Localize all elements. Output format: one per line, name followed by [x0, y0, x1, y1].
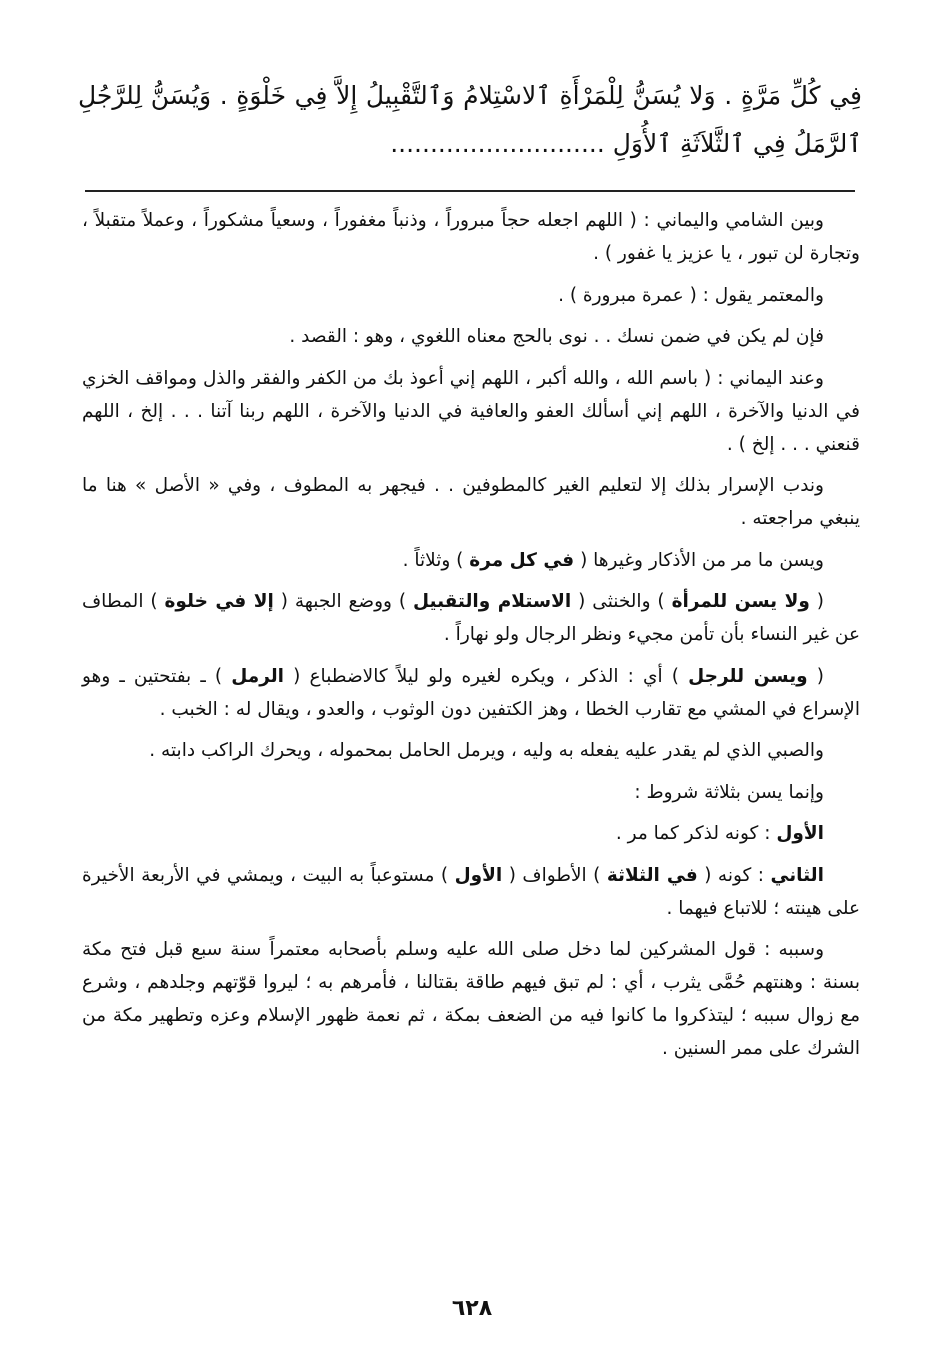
commentary-paragraph: [82, 585, 860, 651]
text-run: ) وثلاثاً .: [402, 549, 464, 571]
commentary-paragraph: [82, 544, 860, 577]
matn-block: [78, 72, 862, 168]
commentary-paragraph: وسببه : قول المشركين لما دخل صلى الله عليه وسلم بأصحابه معتمراً سنة سبع قبل فتح مكة بسنة : وهنتهم حُمَّى يثرب ، أي : لم تبق فيهم طاقة بقتالنا ، فأمرهم به ؛ ليروا قوّتهم وجلدهم ، وشرع مع زوال سببه ؛ ليتذكروا ما كانوا فيه من الضعف بمكة ، ثم نعمة ظهور الإسلام وعزه وتطهير مكة من الشرك على ممر السنين .: [82, 939, 860, 1059]
condition-label: الأول: [776, 823, 824, 844]
commentary-paragraph: والمعتمر يقول : ( عمرة مبرورة ) .: [558, 284, 824, 306]
commentary-paragraph: وندب الإسرار بذلك إلا لتعليم الغير كالمطوفين . . فيجهر به المطوف ، وفي « الأصل » هنا ما ينبغي مراجعته .: [82, 475, 860, 529]
commentary-paragraph: وإنما يسن بثلاثة شروط :: [634, 781, 824, 803]
quoted-matn: الاستلام والتقبيل: [413, 591, 572, 612]
text-run: ) أي : الذكر ، ويكره لغيره ولو ليلاً كالاضطباع (: [293, 665, 680, 687]
matn-line-2: ٱلرَّمَلُ فِي ٱلثَّلاَثَةِ ٱلأُوَلِ: [612, 129, 862, 158]
text-run: (: [816, 665, 824, 687]
text-run: ) المطاف عن غير النساء بأن تأمن مجيء ونظر الرجال ولو نهاراً .: [82, 591, 860, 645]
commentary-paragraph: [82, 817, 860, 850]
page-number: ٦٢٨: [451, 1296, 493, 1321]
text-run: ) الأطواف (: [508, 864, 601, 886]
text-run: ) ووضع الجبهة (: [280, 591, 407, 612]
commentary-paragraph: [82, 660, 860, 726]
quoted-matn: في الثلاثة: [606, 864, 698, 886]
commentary-paragraph: فإن لم يكن في ضمن نسك . . نوى بالحج معناه اللغوي ، وهو : القصد .: [289, 326, 824, 347]
separator-rule: [85, 190, 855, 192]
commentary-paragraph: والصبي الذي لم يقدر عليه يفعله به وليه ، ويرمل الحامل بمحموله ، ويحرك الراكب دابته .: [149, 740, 824, 761]
quoted-matn: الأول: [454, 864, 503, 886]
matn-dots: ...........................: [390, 129, 605, 158]
matn-text: [78, 72, 862, 168]
quoted-matn: ولا يسن للمرأة: [671, 591, 810, 612]
quoted-matn: إلا في خلوة: [164, 591, 274, 612]
quoted-matn: في كل مرة: [469, 549, 575, 571]
text-run: : كونه (: [704, 864, 765, 886]
quoted-matn: ويسن للرجل: [688, 665, 808, 687]
quoted-matn: الرمل: [231, 665, 285, 687]
text-run: : كونه لذكر كما مر .: [615, 823, 771, 844]
text-run: ) مستوعباً به البيت ، ويمشي في الأربعة الأخيرة على هينته ؛ للاتباع فيهما .: [82, 864, 860, 919]
text-run: ) والخنثى (: [578, 591, 665, 612]
commentary-paragraph: وعند اليماني : ( باسم الله ، والله أكبر ، اللهم إني أعوذ بك من الكفر والفقر والذل ومواقف الخزي في الدنيا والآخرة ، اللهم إني أسألك العفو والعافية في الدنيا والآخرة ، اللهم ربنا آتنا . . . إلخ ، اللهم قنعني . . . إلخ ) .: [82, 367, 860, 455]
text-run: ويسن ما مر من الأذكار وغيرها (: [580, 549, 824, 571]
commentary-paragraph: وبين الشامي واليماني : ( اللهم اجعله حجاً مبروراً ، وذنباً مغفوراً ، وسعياً مشكوراً ، وعملاً متقبلاً ، وتجارة لن تبور ، يا عزيز يا غفور ) .: [82, 210, 860, 264]
condition-label: الثاني: [770, 864, 824, 886]
commentary-block: [82, 204, 860, 1074]
text-run: (: [816, 591, 825, 612]
matn-line-1: فِي كُلِّ مَرَّةٍ . وَلا يُسَنُّ لِلْمَرْأَةِ ٱلاسْتِلامُ وَٱلتَّقْبِيلُ إِلاَّ فِي خَلْوَةٍ . وَيُسَنُّ لِلرَّجُلِ: [78, 81, 862, 110]
text-run: ) ـ بفتحتين ـ وهو الإسراع في المشي مع تقارب الخطا ، وهز الكتفين دون الوثوب ، والعدو ، ويقال له : الخبب .: [82, 665, 860, 720]
commentary-paragraph: [82, 859, 860, 925]
